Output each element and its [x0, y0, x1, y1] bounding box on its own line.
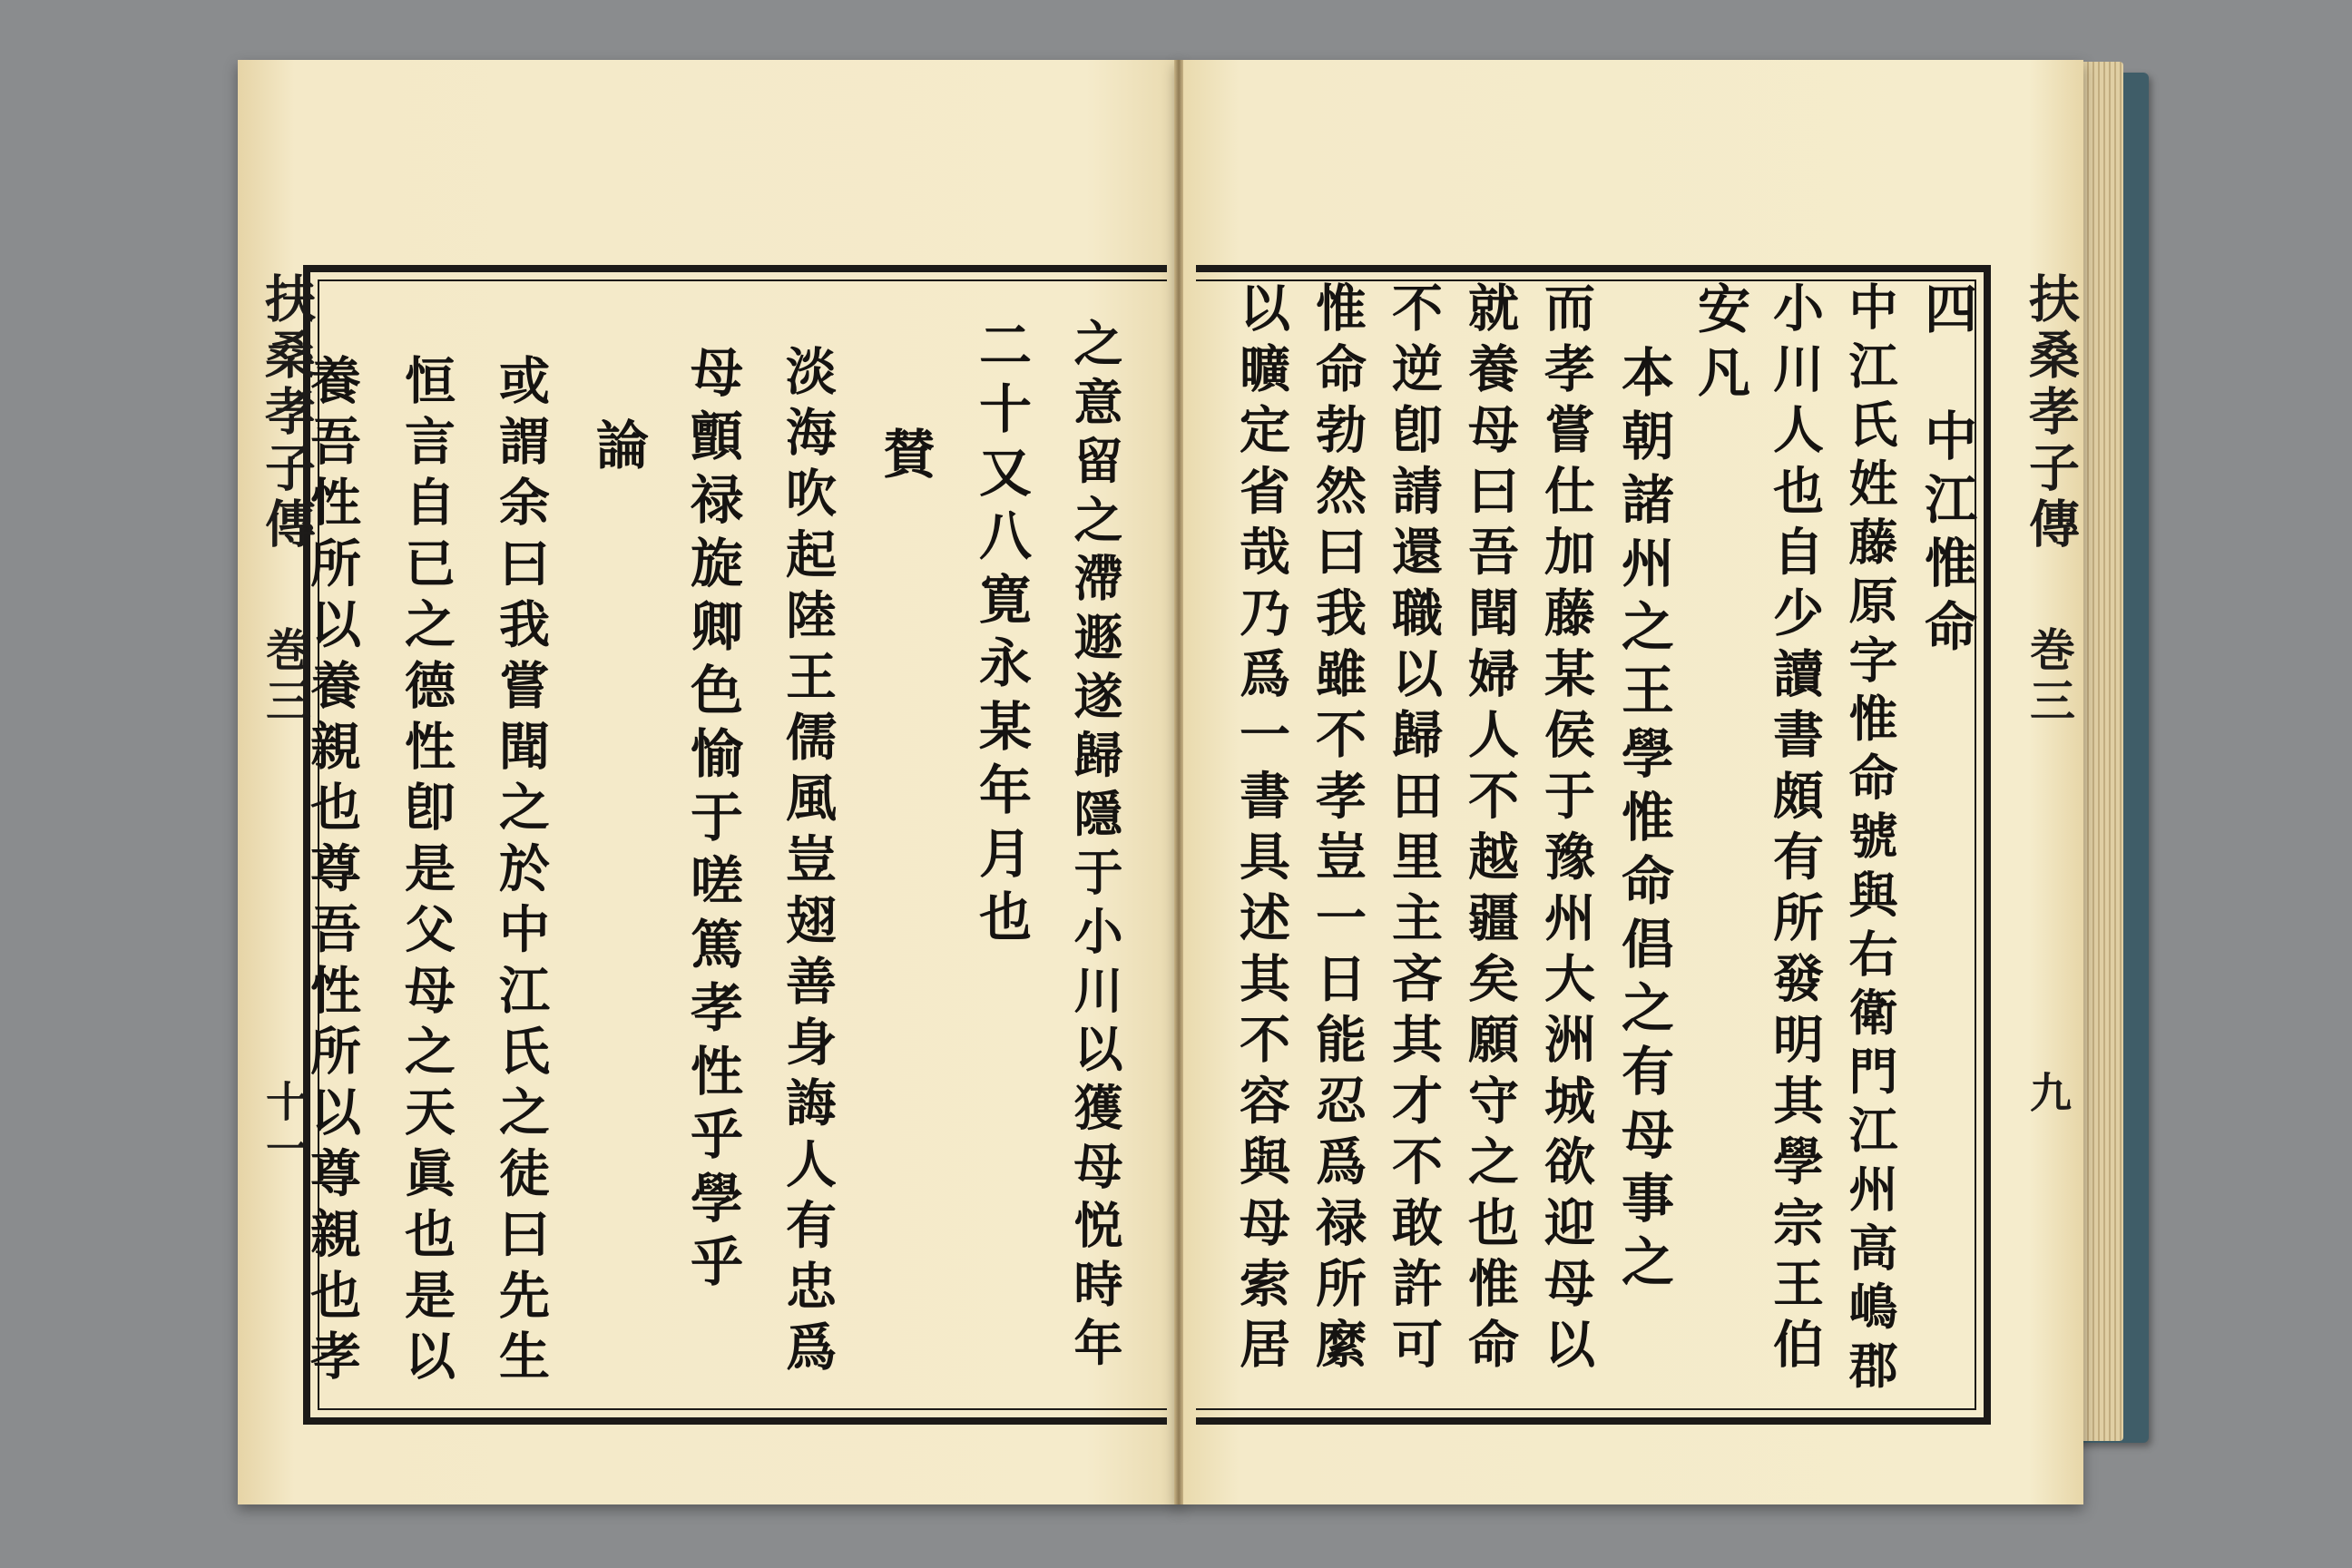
left-hashira-folio: 十一	[260, 1080, 309, 1174]
right-text-column: 本朝諸州之王學惟命倡之有母事之	[1612, 345, 1674, 1298]
right-text-column: 以曠定省哉乃爲一書具述其不容與母索居	[1231, 281, 1291, 1379]
left-text-column: 淡海吹起陸王儒風豈翅善身誨人有忠爲	[778, 345, 838, 1382]
left-text-column: 恒言自已之德性卽是父母之天眞也是以	[397, 354, 456, 1391]
right-text-column: 中江氏姓藤原字惟命號與右衛門江州高嶋郡	[1841, 281, 1899, 1399]
right-hashira-folio: 九	[2024, 1071, 2073, 1118]
right-text-column: 安凡	[1689, 281, 1750, 408]
right-section-heading: 四 中江惟命	[1916, 281, 1977, 662]
right-hashira-title: 扶桑孝子傳	[2021, 272, 2081, 554]
right-hashira-volume: 巻三	[2023, 626, 2076, 728]
left-hashira-title: 扶桑孝子傳	[257, 272, 317, 554]
left-text-column: 之意留之滯遯遂歸隱于小川以獲母悦時年	[1066, 318, 1124, 1377]
left-text-column: 母顫禄旋卿色愉于嗟篤孝性乎學乎	[681, 345, 743, 1298]
left-text-column: 或謂余曰我嘗聞之於中江氏之徒曰先生	[491, 354, 551, 1391]
book-gutter	[1174, 60, 1183, 1504]
left-hashira-volume: 巻三	[259, 626, 312, 728]
right-text-column: 就養母曰吾聞婦人不越疆矣願守之也惟命	[1460, 281, 1520, 1379]
left-text-column: 論	[587, 417, 649, 481]
right-text-column: 不逆卽請還職以歸田里主吝其才不敢許可	[1384, 281, 1444, 1379]
left-text-column: 賛	[874, 426, 936, 490]
left-text-column: 二十又八寛永某年月也	[970, 318, 1032, 953]
left-text-column: 養吾性所以養親也尊吾性所以尊親也孝	[302, 354, 362, 1391]
right-text-column: 小川人也自少讀書頗有所發明其學宗王伯	[1765, 281, 1825, 1379]
right-text-column: 惟命勃然曰我雖不孝豈一日能忍爲禄所縻	[1308, 281, 1367, 1379]
right-text-column: 而孝嘗仕加藤某侯于豫州大洲城欲迎母以	[1536, 281, 1596, 1379]
